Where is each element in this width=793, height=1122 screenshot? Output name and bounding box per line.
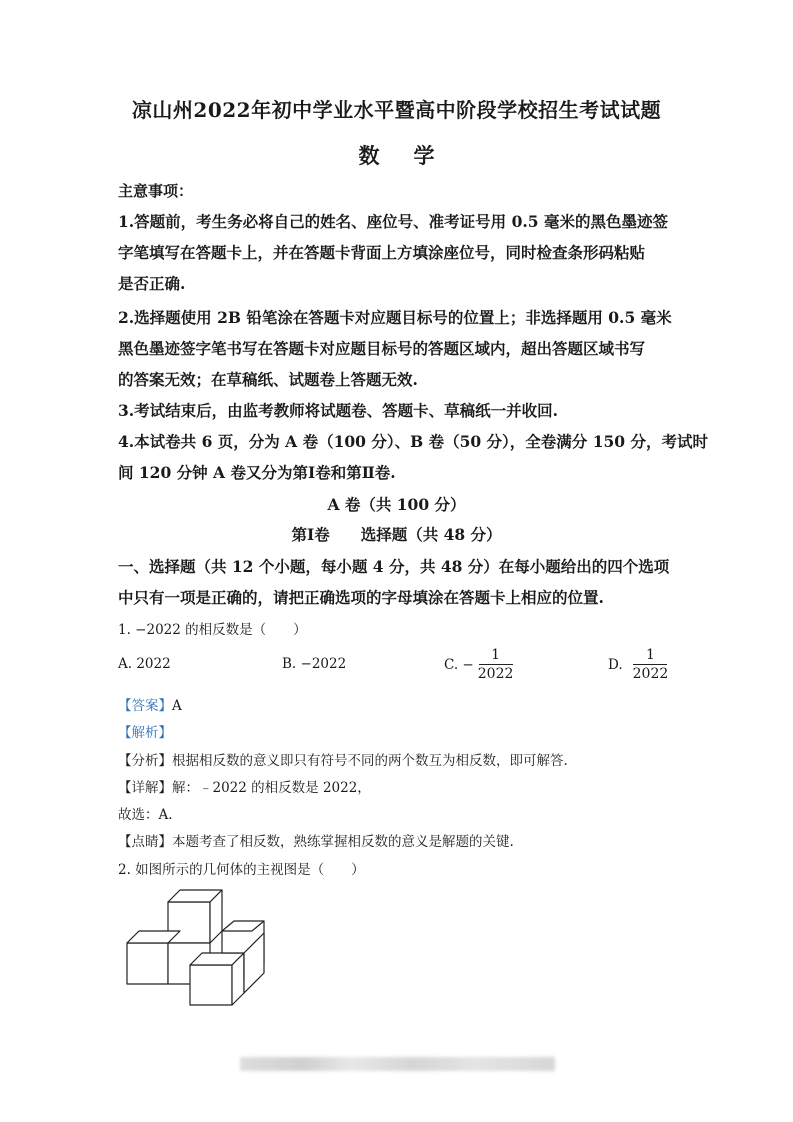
q1-analysis [118,721,172,741]
note-line: 间 120 分钟 A 卷又分为第Ⅰ卷和第Ⅱ卷. [118,463,396,482]
fraction-numerator: 1 [491,647,501,663]
part1-heading: 第Ⅰ卷 选择题（共 48 分） [291,525,502,544]
front-cube-front [190,965,232,1005]
q1-xiangjie [118,776,371,796]
q1-option-b: B. −2022 [282,656,347,672]
answer-value: A [172,698,182,714]
dianjing-tag: 【点睛】 [118,834,172,850]
q1-option-c-prefix: C. − [444,656,474,673]
paper-a-heading: A 卷（共 100 分） [327,495,466,514]
note-line: 3.考试结束后，由监考教师将试题卷、答题卡、草稿纸一并收回. [118,401,559,420]
q1-option-c-fraction [478,646,514,683]
xiangjie-text: 解：﹣2022 的相反数是 2022， [172,780,371,796]
note-line: 4.本试卷共 6 页，分为 A 卷（100 分）、B 卷（50 分），全卷满分 150 分，考试时 [118,432,708,451]
fraction-denominator: 2022 [477,666,514,682]
section-instruction: 中只有一项是正确的，请把正确选项的字母填涂在答题卡上相应的位置. [118,588,604,607]
q1-option-d [608,646,668,683]
section-instruction: 一、选择题（共 12 个小题，每小题 4 分，共 48 分）在每小题给出的四个选项 [118,557,670,576]
fenxi-text: 根据相反数的意义即只有符号不同的两个数互为相反数，即可解答. [172,753,568,769]
note-line: 的答案无效；在草稿纸、试题卷上答题无效. [118,370,418,389]
left-cube-front [127,943,168,984]
q1-choose: 故选：A. [118,807,173,823]
notes-heading: 主意事项： [118,182,194,200]
q1-answer [118,694,182,714]
dianjing-text: 本题考查了相反数，熟练掌握相反数的意义是解题的关键. [172,834,514,850]
q1-stem: 1. −2022 的相反数是（ ） [118,622,307,638]
fraction-denominator: 2022 [632,666,669,682]
q2-stem: 2. 如图所示的几何体的主视图是（ ） [118,862,365,878]
blurred-watermark [240,1057,555,1071]
answer-tag: 【答案】 [118,698,172,714]
q1-option-d-prefix: D. [608,656,623,673]
q1-option-a: A. 2022 [118,656,171,672]
note-line: 是否正确. [118,274,186,293]
analysis-tag: 【解析】 [118,725,172,741]
note-line: 黑色墨迹签字笔书写在答题卡对应题目标号的答题区域内，超出答题区域书写 [118,339,646,358]
note-line: 1.答题前，考生务必将自己的姓名、座位号、准考证号用 0.5 毫米的黑色墨迹签 [118,212,668,231]
q1-option-d-fraction [633,646,669,683]
fenxi-tag: 【分析】 [118,753,172,769]
q1-fenxi [118,749,568,769]
exam-subject: 数学 [358,143,469,168]
note-line: 2.选择题使用 2B 铅笔涂在答题卡对应题目标号的位置上；非选择题用 0.5 毫米 [118,308,672,327]
q1-option-c [444,646,513,683]
fraction-numerator: 1 [646,647,655,663]
q1-dianjing [118,830,514,850]
note-line: 字笔填写在答题卡上，并在答题卡背面上方填涂座位号，同时检查条形码粘贴 [118,243,646,262]
exam-title: 凉山州2022年初中学业水平暨高中阶段学校招生考试试题 [131,98,662,122]
xiangjie-tag: 【详解】 [118,780,172,796]
cube-figure [120,885,275,1010]
